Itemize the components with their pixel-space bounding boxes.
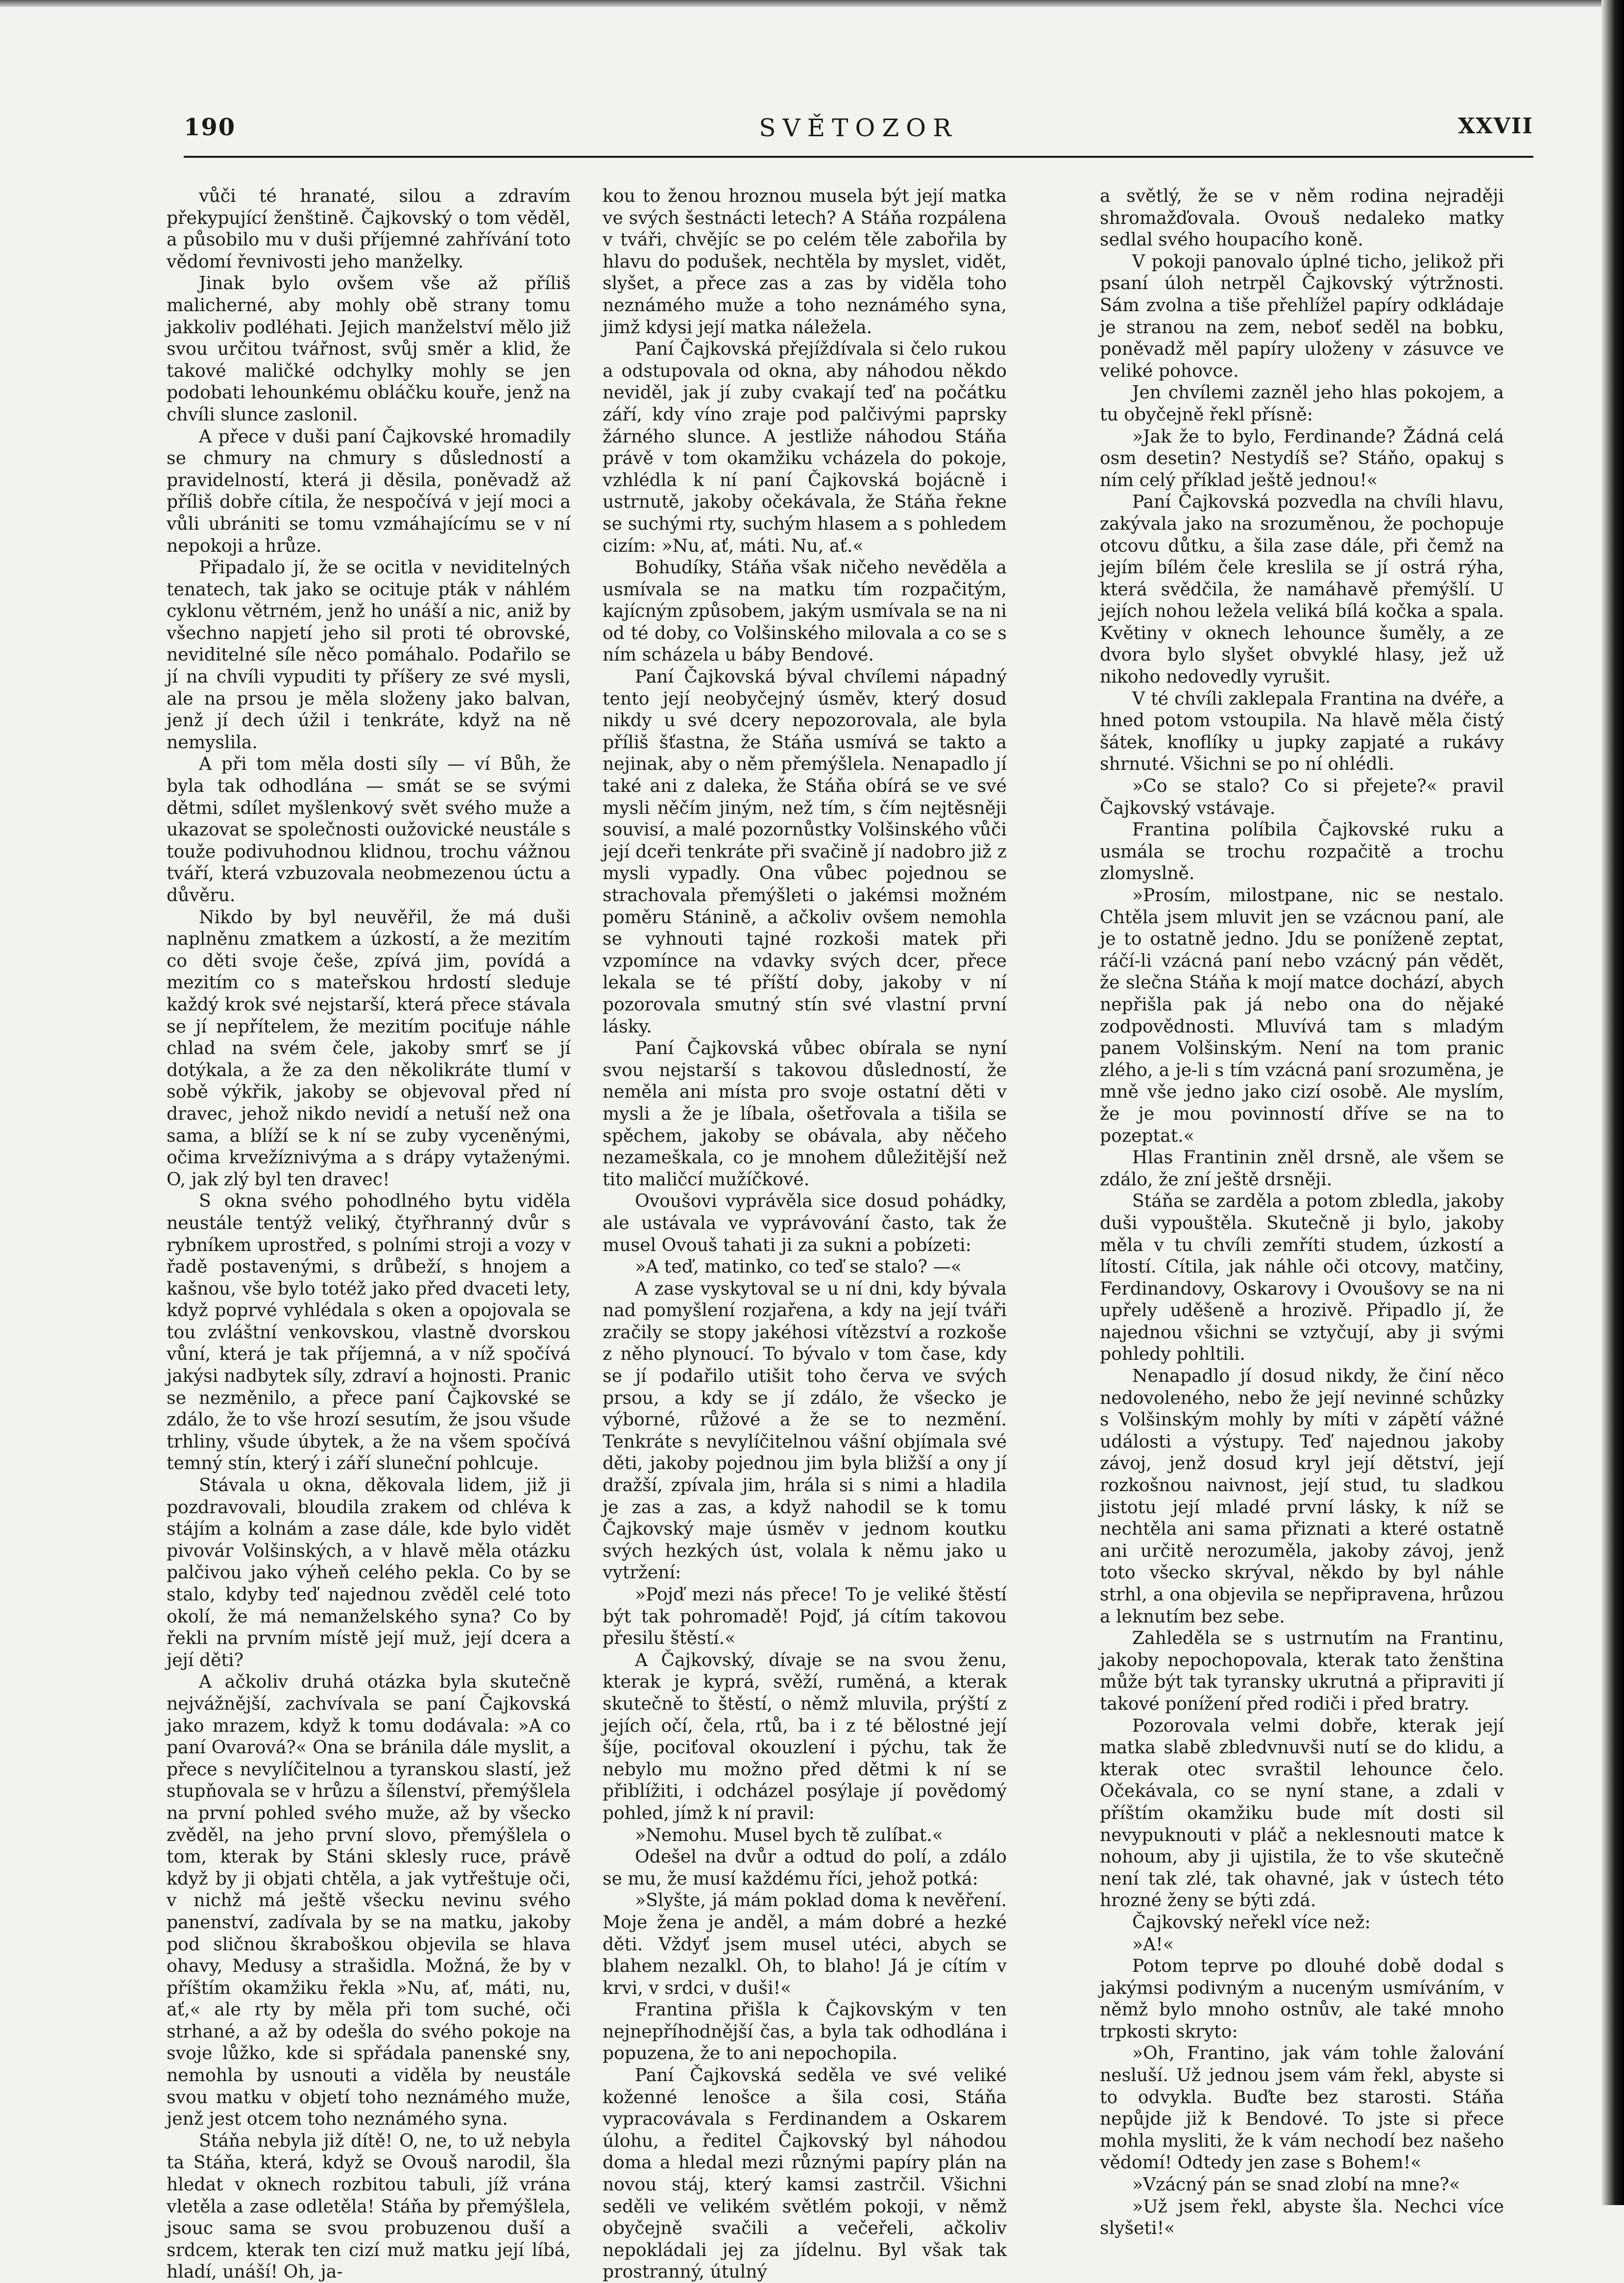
paragraph: Potom teprve po dlouhé době dodal s jakýmsi podivným a nuceným usmíváním, v němž bylo mnoho ostnův, ale také mnoho trpkosti skryto: xyxy=(1100,1955,1504,2042)
paragraph: kou to ženou hroznou musela být její matka ve svých šestnácti letech? A Stáňa rozpálena v tváři, chvějíc se po celém těle zabořila by hlavu do podušek, nechtěla by myslet, vidět, slyšet, a přece zas a zas by viděla toho neznámého muže a toho neznámého syna, jimž kdysi její matka náležela. xyxy=(603,185,1007,338)
paragraph: Paní Čajkovská pozvedla na chvíli hlavu, zakývala jako na srozuměnou, že pochopuje otcovu důtku, a šila zase dále, při čemž na jejím bílém čele kreslila se jí ostrá rýha, která svědčila, že namáhavě přemýšlí. U jejích nohou ležela veliká bílá kočka a spala. Květiny v oknech lehounce šuměly, a ze dvora bylo slyšet obvyklé hlasy, jež už nikoho nedovedly vyrušit. xyxy=(1100,491,1504,687)
paragraph: Frantina políbila Čajkovské ruku a usmála se trochu rozpačitě a trochu zlomyslně. xyxy=(1100,819,1504,884)
paragraph: Paní Čajkovská seděla ve své veliké koženné lenošce a šila cosi, Stáňa vypracovávala s Ferdinandem a Oskarem úlohu, a ředitel Čajkovský byl náhodou doma a hledal mezi různými papíry plán na novou stáj, který kamsi zastrčil. Všichni seděli ve velikém světlém pokoji, v němž obyčejně svačili a večeřeli, ačkoliv nepokládali jej za jídelnu. Byl však tak prostranný, útulný xyxy=(603,2064,1007,2283)
paragraph: Pozorovala velmi dobře, kterak její matka slabě zbledvnuvši nutí se do klidu, a kterak otec svraštil lehounce čelo. Očekávala, co se nyní stane, a zdali v příštím okamžiku bude mít dosti sil nevypuknouti v pláč a neklesnouti matce k nohoum, aby ji ujistila, že to vše skutečně není tak zlé, tak ohavné, jak v ústech této hrozné ženy se býti zdá. xyxy=(1100,1715,1504,1911)
paragraph: Frantina přišla k Čajkovským v ten nejnepříhodnější čas, a byla tak odhodlána i popuzena, že to ani nepochopila. xyxy=(603,1999,1007,2064)
paragraph: »Oh, Frantino, jak vám tohle žalování nesluší. Už jednou jsem vám řekl, abyste si to odvykla. Buďte bez starosti. Stáňa nepůjde již k Bendové. To jste si přece mohla mysliti, že k vám nechodí bez našeho vědomí! Odtedy jen zase s Bohem!« xyxy=(1100,2042,1504,2173)
paragraph: »A!« xyxy=(1132,1933,1174,1955)
paragraph: »Jak že to bylo, Ferdinande? Žádná celá osm desetin? Nestydíš se? Stáňo, opakuj s ním celý příklad ještě jednou!« xyxy=(1100,425,1504,491)
paragraph: Nikdo by byl neuvěřil, že má duši naplněnu zmatkem a úzkostí, a že mezitím co děti svoje češe, zpívá jim, povídá a mezitím co s mateřskou hrdostí sleduje každý krok své nejstarší, která přece stávala se jí nepřítelem, že mezitím pociťuje náhle chlad na svém čele, jakoby smrť se jí dotýkala, a že za den několikráte tlumí v sobě výkřik, jakoby se objevoval před ní dravec, jehož nikdo nevidí a netuší než ona sama, a blíží se k ní se zuby vyceněnými, očima krvežíznivýma a s drápy vytaženými. O, jak zlý byl ten dravec! xyxy=(167,906,571,1190)
text-column-1 xyxy=(167,185,571,2283)
paragraph: »Prosím, milostpane, nic se nestalo. Chtěla jsem mluvit jen se vzácnou paní, ale je to ostatně jedno. Jdu se poníženě zeptat, ráčí-li vzácná paní nebo vzácný pán vědět, že slečna Stáňa k mojí matce dochází, abych nepřišla pak já nebo ona do nějaké zodpovědnosti. Mluvívá tam s mladým panem Volšinským. Není na tom pranic zlého, a je-li s tím vzácná paní srozuměna, je mně vše jedno jako cizí osobě. Ale myslím, že je mou povinností dříve se na to pozeptat.« xyxy=(1100,884,1504,1146)
page-number: 190 xyxy=(184,114,236,141)
paragraph: Paní Čajkovská vůbec obírala se nyní svou nejstarší s takovou důsledností, že neměla ani místa pro svoje ostatní děti v mysli a že je líbala, ošetřovala a tišila se spěchem, jakoby se obávala, aby něčeho nezameškala, co je mnohem důležitější než tito maličcí mužíčkové. xyxy=(603,1037,1007,1190)
paragraph: V pokoji panovalo úplné ticho, jelikož při psaní úloh netrpěl Čajkovský výtržnosti. Sám zvolna a tiše přehlížel papíry odkládaje je stranou na zem, neboť seděl na bobku, poněvadž měl papíry uloženy v zásuvce ve veliké pohovce. xyxy=(1100,250,1504,381)
paragraph: A Čajkovský, dívaje se na svou ženu, kterak je kyprá, svěží, ruměná, a kterak skutečně to štěstí, o němž mluvila, prýští z jejích očí, čela, rtů, ba i z té bělostné její šíje, pociťoval okouzlení i pýchu, tak že nebylo mu možno před dětmi k ní se přiblížiti, i odcházel posýlaje jí povědomý pohled, jímž k ní pravil: xyxy=(603,1649,1007,1823)
paragraph: »Pojď mezi nás přece! To je veliké štěstí být tak pohromadě! Pojď, já cítím takovou přesilu štěstí.« xyxy=(603,1584,1007,1649)
page-top-edge xyxy=(0,0,1624,7)
paragraph: »A teď, matinko, co teď se stalo? —« xyxy=(635,1256,962,1277)
paragraph: S okna svého pohodlného bytu viděla neustále tentýž veliký, čtyřhranný dvůr s rybníkem uprostřed, s polními stroji a vozy v řadě postavenými, s drůbeží, s hnojem a kašnou, vše bylo totéž jako před dvaceti lety, když poprvé vyhlédala s oken a opojovala se tou zvláštní venkovskou, vlastně dvorskou vůní, která je tak příjemná, a v níž spočívá jakýsi nadbytek síly, zdraví a hojnosti. Pranic se nezměnilo, a přece paní Čajkovské se zdálo, že to vše hrozí sesutím, že jsou všude trhliny, všude úbytek, a že na všem spočívá temný stín, který i září sluneční pohlcuje. xyxy=(167,1190,571,1474)
text-column-3 xyxy=(1100,185,1504,2239)
paragraph: »Už jsem řekl, abyste šla. Nechci více slyšeti!« xyxy=(1100,2195,1504,2239)
paragraph: »Co se stalo? Co si přejete?« pravil Čajkovský vstávaje. xyxy=(1100,775,1504,818)
text-column-2 xyxy=(603,185,1007,2283)
paragraph: vůči té hranaté, silou a zdravím překypující ženštině. Čajkovský o tom věděl, a působilo mu v duši příjemné zahřívání toto vědomí řevnivosti jeho manželky. xyxy=(167,185,571,272)
page-scan-edge xyxy=(1601,0,1624,2205)
paragraph: Jen chvílemi zazněl jeho hlas pokojem, a tu obyčejně řekl přísně: xyxy=(1100,382,1504,425)
paragraph: Paní Čajkovská býval chvílemi nápadný tento její neobyčejný úsměv, který dosud nikdy u své dcery nepozorovala, ale byla příliš šťastna, že Stáňa usmívá se takto a nejinak, aby o něm přemýšlela. Nenapadlo jí také ani z daleka, že Stáňa obírá se ve své mysli něčím jiným, než tím, s čím nejtěsněji souvisí, a malé pozornůstky Volšinského vůči její dceři tenkráte při svačině jí nadobro již z mysli vypadly. Ona vůbec pojednou se strachovala přemýšleti o jakémsi možném poměru Stánině, a ačkoliv ovšem nemohla se vyhnouti tajné rozkoši matek při vzpomínce na vdavky svých dcer, přece lekala se té příští doby, jakoby v ní pozorovala smutný stín své vlastní první lásky. xyxy=(603,666,1007,1037)
paragraph: A ačkoliv druhá otázka byla skutečně nejvážnější, zachvívala se paní Čajkovská jako mrazem, když k tomu dodávala: »A co paní Ovarová?« Ona se bránila dále myslit, a přece s nevylíčitelnou a tyranskou slastí, jež stupňovala se v hrůzu a šílenství, přemýšlela na první pohled svého muže, až by všecko zvěděl, na jeho první slovo, přemýšlela o tom, kterak by Stáni sklesly ruce, právě když by ji objati chtěla, a jak vytřeštuje oči, v nichž má ještě všecku nevinu svého panenství, zadívala by se na matku, jakoby pod sličnou škraboškou objevila se hlava ohavy, Medusy a strašidla. Možná, že by v příštím okamžiku řekla »Nu, ať, máti, nu, ať,« ale rty by měla při tom suché, oči strhané, a až by odešla do svého pokoje na svoje lůžko, kde si spřádala panenské sny, nemohla by usnouti a viděla by neustále svou matku v objetí toho neznámého muže, jenž jest otcem toho neznámého syna. xyxy=(167,1671,571,2130)
paragraph: Hlas Frantinin zněl drsně, ale všem se zdálo, že zní ještě drsněji. xyxy=(1100,1147,1504,1190)
paragraph: V té chvíli zaklepala Frantina na dvéře, a hned potom vstoupila. Na hlavě měla čistý šátek, knoflíky u jupky zapjaté a rukávy shrnuté. Všichni se po ní ohlédli. xyxy=(1100,687,1504,775)
paragraph: Paní Čajkovská přejíždívala si čelo rukou a odstupovala od okna, aby náhodou někdo neviděl, jak jí zuby cvakají teď na počátku září, kdy víno zraje pod palčivými paprsky žárného slunce. A jestliže náhodou Stáňa právě v tom okamžiku vcházela do pokoje, vzhlédla k ní paní Čajkovská bojácně i ustrnutě, jakoby očekávala, že Stáňa řekne se suchými rty, suchým hlasem a s pohledem cizím: »Nu, ať, máti. Nu, ať.« xyxy=(603,338,1007,556)
paragraph: »Nemohu. Musel bych tě zulíbat.« xyxy=(635,1824,943,1845)
paragraph: Čajkovský neřekl více než: xyxy=(1132,1911,1371,1933)
paragraph: a světlý, že se v něm rodina nejraději shromažďovala. Ovouš nedaleko matky sedlal svého houpacího koně. xyxy=(1100,185,1504,250)
paragraph: A zase vyskytoval se u ní dni, kdy bývala nad pomyšlení rozjařena, a kdy na její tváři zračily se stopy jakéhosi vítězství a rozkoše z něho plynoucí. To bývalo v tom čase, kdy se jí podařilo utišit toho červa ve svých prsou, a kdy se jí zdálo, že všecko je výborné, růžové a že se to nezmění. Tenkráte s nevylíčitelnou vášní objímala své děti, jakoby pojednou jim byla bližší a ony jí dražší, zpívala jim, hrála si s nimi a hladila je zas a zas, a když nahodil se k tomu Čajkovský maje úsměv v jednom koutku svých hezkých úst, volala k němu jako u vytržení: xyxy=(603,1277,1007,1583)
paragraph: A při tom měla dosti síly — ví Bůh, že byla tak odhodlána — smát se se svými dětmi, sdílet myšlenkový svět svého muže a ukazovat se společnosti oužovické neustále s touže podivuhodnou klidnou, trochu vážnou tváří, která vzbuzovala neobmezenou úctu a důvěru. xyxy=(167,753,571,906)
paragraph: Připadalo jí, že se ocitla v neviditelných tenatech, tak jako se ocituje pták v náhlém cyklonu větrném, jenž ho unáší a nic, aniž by všechno napjetí jeho sil proti té obrovské, neviditelné síle něco pomáhalo. Podařilo se jí na chvíli vypuditi ty příšery ze své mysli, ale na prsou je měla složeny jako balvan, jenž jí dech úžil i tenkráte, když na ně nemyslila. xyxy=(167,557,571,753)
paragraph: »Slyšte, já mám poklad doma k nevěření. Moje žena je anděl, a mám dobré a hezké děti. Vždyť jsem musel utéci, abych se blahem nezalkl. Oh, to blaho! Já je cítím v krvi, v srdci, v duši!« xyxy=(603,1890,1007,1998)
paragraph: Jinak bylo ovšem vše až příliš malicherné, aby mohly obě strany tomu jakkoliv podléhati. Jejich manželství mělo již svou určitou tvářnost, svůj směr a klid, že takové maličké odchylky mohly se jen podobati lehounkému obláčku kouře, jenž na chvíli slunce zaslonil. xyxy=(167,272,571,425)
volume-number: XXVII xyxy=(1458,114,1533,139)
paragraph: »Vzácný pán se snad zlobí na mne?« xyxy=(1132,2174,1460,2195)
page-header xyxy=(184,114,1533,148)
paragraph: A přece v duši paní Čajkovské hromadily se chmury na chmury s důsledností a pravidelností, která ji děsila, poněvadž až příliš dobře cítila, že nespočívá v její moci a vůli ubrániti se tomu vzmáhajícímu se v ní nepokoji a hrůze. xyxy=(167,425,571,556)
paragraph: Stáňa se zarděla a potom zbledla, jakoby duši vypouštěla. Skutečně ji bylo, jakoby měla v tu chvíli zemříti studem, úzkostí a lítostí. Cítila, jak náhle oči otcovy, matčiny, Ferdinandovy, Oskarovy i Ovoušovy se na ni upřely uděšeně a hrozivě. Připadlo jí, že najednou všichni se vztyčují, aby ji svými pohledy pohltili. xyxy=(1100,1190,1504,1365)
journal-title: SVĚTOZOR xyxy=(759,114,958,142)
paragraph: Stávala u okna, děkovala lidem, již ji pozdravovali, bloudila zrakem od chléva k stájím a kolnám a zase dále, kde bylo vidět pivovár Volšinských, a v hlavě měla otázku palčivou jako výheň celého pekla. Co by se stalo, kdyby teď najednou zvěděl celé toto okolí, že má nemanželského syna? Co by řekli na prvním místě její muž, její dcera a její děti? xyxy=(167,1474,571,1670)
paragraph: Stáňa nebyla již dítě! O, ne, to už nebyla ta Stáňa, která, když se Ovouš narodil, šla hledat v oknech rozbitou tabuli, jíž vrána vletěla a zase odletěla! Stáňa by přemýšlela, jsouc sama se svou probuzenou duší a srdcem, kterak ten cizí muž matku její líbá, hladí, unáší! Oh, ja- xyxy=(167,2130,571,2283)
paragraph: Zahleděla se s ustrnutím na Frantinu, jakoby nepochopovala, kterak tato ženština může být tak tyransky ukrutná a připraviti jí takové ponížení před rodiči i před bratry. xyxy=(1100,1627,1504,1714)
paragraph: Nenapadlo jí dosud nikdy, že činí něco nedovoleného, nebo že její nevinné schůzky s Volšinským mohly by míti v zápětí vážné události a výstupy. Teď najednou jakoby závoj, jenž dosud kryl její dětství, její rozkošnou naivnost, její stud, tu sladkou jistotu její mladé první lásky, k níž se nechtěla ani sama přiznati a které ostatně ani určitě nerozuměla, jakoby závoj, jenž toto všecko skrýval, někdo by byl náhle strhl, a ona objevila se nepřipravena, hrůzou a leknutím bez sebe. xyxy=(1100,1365,1504,1627)
paragraph: Bohudíky, Stáňa však ničeho nevěděla a usmívala se na matku tím rozpačitým, kajícným způsobem, jakým usmívala se na ni od té doby, co Volšinského milovala a co se s ním scházela u báby Bendové. xyxy=(603,557,1007,665)
header-divider xyxy=(184,156,1533,158)
paragraph: Ovoušovi vyprávěla sice dosud pohádky, ale ustávala ve vyprávování často, tak že musel Ovouš tahati ji za sukni a pobízeti: xyxy=(603,1190,1007,1255)
paragraph: Odešel na dvůr a odtud do polí, a zdálo se mu, že musí každému říci, jehož potká: xyxy=(603,1846,1007,1889)
